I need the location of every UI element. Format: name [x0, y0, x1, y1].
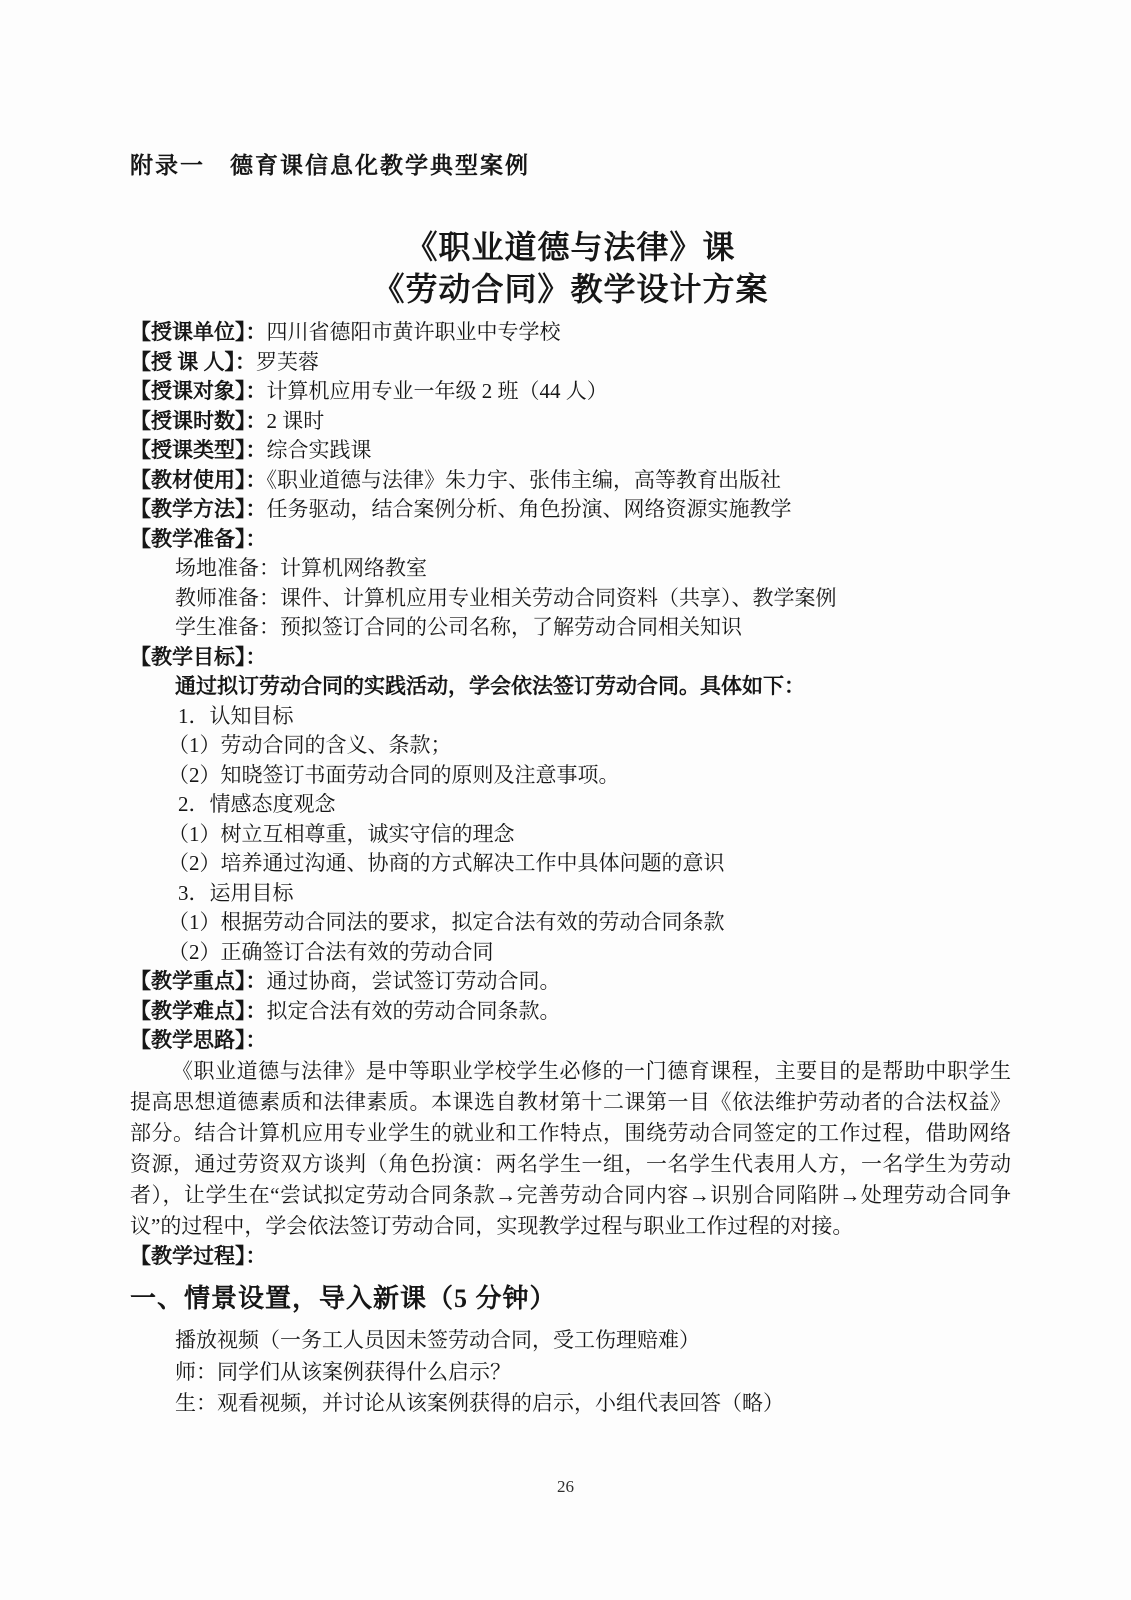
meta-label: 【授课类型】：: [130, 438, 267, 462]
objective-item: （2）正确签订合法有效的劳动合同: [168, 939, 494, 964]
meta-row-unit: [130, 318, 1011, 348]
objective-item: 3．运用目标: [178, 880, 294, 905]
objective-item: （1）根据劳动合同法的要求，拟定合法有效的劳动合同条款: [168, 910, 725, 934]
preparation-item: 学生准备：预拟签订合同的公司名称，了解劳动合同相关知识: [175, 615, 742, 639]
page-number: 26: [557, 1477, 574, 1496]
approach-paragraph: 《职业道德与法律》是中等职业学校学生必修的一门德育课程，主要目的是帮助中职学生提高思想道德素质和法律素质。本课选自教材第十二课第一目《依法维护劳动者的合法权益》部分。结合计算机应用专业学生的就业和工作特点，围绕劳动合同签定的工作过程，借助网络资源，通过劳资双方谈判（角色扮演：两名学生一组，一名学生代表用人方，一名学生为劳动者），让学生在“尝试拟定劳动合同条款→完善劳动合同内容→识别合同陷阱→处理劳动合同争议”的过程中，学会依法签订劳动合同，实现教学过程与职业工作过程的对接。: [130, 1058, 1011, 1238]
objective-item: （2）知晓签订书面劳动合同的原则及注意事项。: [168, 762, 620, 787]
meta-label: 【授 课 人】：: [130, 349, 256, 374]
objectives-label: 【教学目标】：: [130, 644, 267, 669]
meta-label: 【授课单位】：: [130, 320, 267, 344]
key-point-value: 通过协商，尝试签订劳动合同。: [266, 969, 561, 993]
difficulty-row: [130, 997, 1011, 1027]
preparation-item: 场地准备：计算机网络教室: [175, 556, 427, 580]
meta-row-teacher: [130, 348, 1011, 378]
meta-value: 计算机应用专业一年级 2 班（44 人）: [266, 379, 608, 403]
key-point-row: [130, 967, 1011, 997]
approach-section: [130, 1026, 1011, 1242]
section1-activities: [130, 1325, 1011, 1420]
activity-line: 生：观看视频，并讨论从该案例获得的启示，小组代表回答（略）: [175, 1391, 784, 1415]
meta-label: 【授课时数】：: [130, 408, 267, 433]
meta-value: 综合实践课: [266, 438, 372, 462]
meta-row-textbook: [130, 466, 1011, 496]
approach-label: 【教学思路】：: [130, 1028, 267, 1052]
meta-label: 【教材使用】：: [130, 467, 267, 492]
objective-item: 2．情感态度观念: [178, 792, 336, 816]
section1-heading: 一、情景设置，导入新课（5 分钟）: [130, 1284, 557, 1313]
preparation-label: 【教学准备】：: [130, 526, 267, 551]
preparation-item: 教师准备：课件、计算机应用专业相关劳动合同资料（共享）、教学案例: [175, 585, 837, 610]
meta-value: 罗芙蓉: [256, 349, 319, 374]
course-meta: [130, 318, 1011, 525]
meta-row-hours: [130, 407, 1011, 437]
objectives-section: [130, 643, 1011, 968]
objective-item: （1）树立互相尊重，诚实守信的理念: [168, 821, 515, 846]
meta-value: 任务驱动，结合案例分析、角色扮演、网络资源实施教学: [266, 497, 792, 521]
document-title: [130, 226, 1011, 310]
meta-label: 【教学方法】：: [130, 497, 267, 521]
meta-value: 四川省德阳市黄许职业中专学校: [266, 320, 561, 344]
meta-value: 《职业道德与法律》朱力宇、张伟主编，高等教育出版社: [266, 467, 781, 492]
process-label: 【教学过程】：: [130, 1243, 267, 1268]
objective-item: 1．认知目标: [178, 703, 294, 728]
meta-row-audience: [130, 377, 1011, 407]
title-line-1: 《职业道德与法律》课: [405, 229, 736, 265]
meta-value: 2 课时: [266, 408, 325, 433]
title-line-2: 《劳动合同》教学设计方案: [372, 271, 769, 307]
difficulty-value: 拟定合法有效的劳动合同条款。: [266, 998, 561, 1023]
preparation-section: [130, 525, 1011, 643]
activity-line: 播放视频（一务工人员因未签劳动合同，受工伤理赔难）: [175, 1328, 700, 1352]
activity-line: 师：同学们从该案例获得什么启示？: [175, 1359, 511, 1384]
difficulty-label: 【教学难点】：: [130, 998, 267, 1023]
objective-item: （1）劳动合同的含义、条款；: [168, 733, 452, 757]
appendix-heading: 附录一 德育课信息化教学典型案例: [130, 153, 530, 178]
objective-item: （2）培养通过沟通、协商的方式解决工作中具体问题的意识: [168, 851, 725, 875]
key-point-label: 【教学重点】：: [130, 969, 267, 993]
objectives-lead: 通过拟订劳动合同的实践活动，学会依法签订劳动合同。具体如下：: [175, 674, 805, 698]
meta-label: 【授课对象】：: [130, 379, 267, 403]
meta-row-type: [130, 436, 1011, 466]
meta-row-method: [130, 495, 1011, 525]
